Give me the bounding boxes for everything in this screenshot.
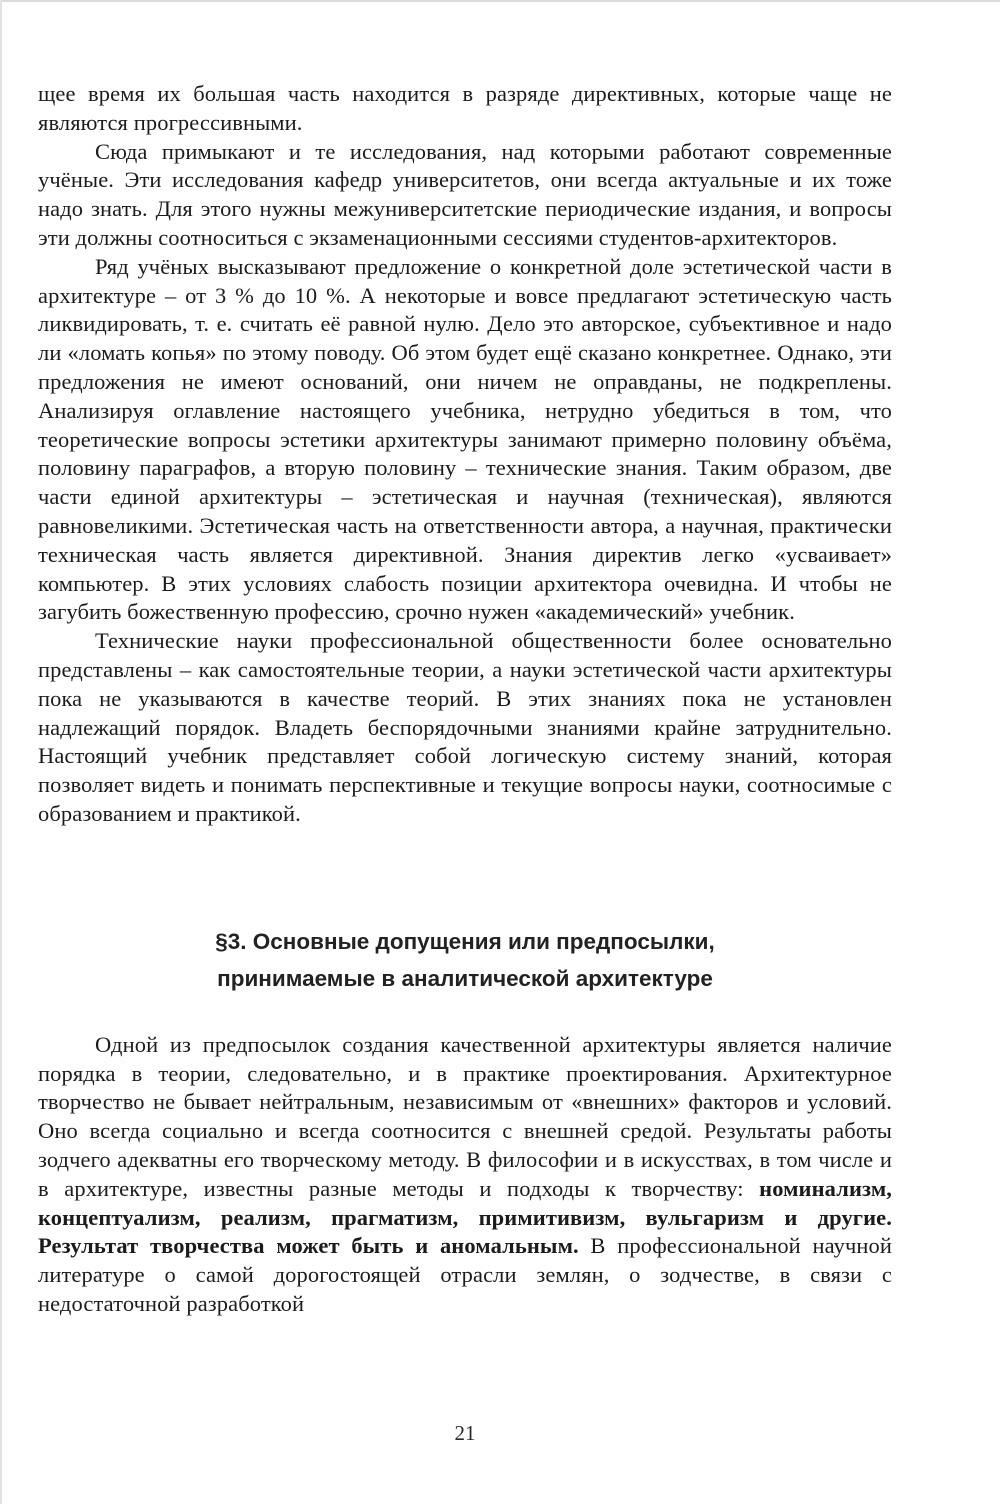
body-text-bottom <box>38 1031 892 1319</box>
paragraph <box>38 253 892 627</box>
text-segment: щее время их большая часть находится в разряде директивных, которые чаще не являются прогрессивными. <box>38 81 892 135</box>
paragraph <box>38 80 892 138</box>
text-segment: Технические науки профессиональной общественности более основательно представлены – как самостоятельные теории, а науки эстетической части архитектуры пока не указываются в качестве теорий. В этих знаниях пока не установлен надлежащий порядок. Владеть беспорядочными знаниями крайне затруднительно. Настоящий учебник представляет собой логическую систему знаний, которая позволяет видеть и понимать перспективные и текущие вопросы науки, соотносимые с образованием и практикой. <box>38 628 892 826</box>
text-segment: В профессиональной научной литературе о самой дорогостоящей отрасли землян, о зодчестве, в связи с недостаточной разработкой <box>38 1233 893 1316</box>
paragraph <box>38 1031 892 1319</box>
section-heading-line2: принимаемые в аналитической архитектуре <box>217 965 713 991</box>
body-text-top <box>38 80 892 829</box>
text-segment: Ряд учёных высказывают предложение о конкретной доле эстетической части в архитектуре – от 3 % до 10 %. А некоторые и вовсе предлагают эстетическую часть ликвидировать, т. е. считать её равной нулю. Дело это авторское, субъективное и надо ли «ломать копья» по этому поводу. Об этом будет ещё сказано конкретнее. Однако, эти предложения не имеют оснований, они ничем не оправданы, не подкреплены. Анализируя оглавление настоящего учебника, нетрудно убедиться в том, что теоретические вопросы эстетики архитектуры занимают примерно половину объёма, половину параграфов, а вторую половину – технические знания. Таким образом, две части единой архитектуры – эстетическая и научная (техническая), являются равновеликими. Эстетическая часть на ответственности автора, а научная, практически техническая часть является директивной. Знания директив легко «усваивает» компьютер. В этих условиях слабость позиции архитектора очевидна. И чтобы не загубить божественную профессию, срочно нужен «академический» учебник. <box>38 253 892 625</box>
section-heading-line1: §3. Основные допущения или предпосылки, <box>215 928 715 954</box>
section-heading <box>38 923 892 997</box>
page-number: 21 <box>454 1421 476 1445</box>
text-segment: Одной из предпосылок создания качественной архитектуры является наличие порядка в теории, следовательно, и в практике проектирования. Архитектурное творчество не бывает нейтральным, независимым от «внешних» факторов и условий. Оно всегда социально и всегда соотносится с внешней средой. Результаты работы зодчего адекватны его творческому методу. В философии и в искусствах, в том числе и в архитектуре, известны разные методы и подходы к творчеству: <box>38 1031 892 1201</box>
bold-text-segment: номинализм, концептуализм, реализм, прагматизм, примитивизм, вульгаризм и другие. Результат творчества может быть и аномальным. <box>38 1175 892 1259</box>
text-segment: Сюда примыкают и те исследования, над которыми работают современные учёные. Эти исследования кафедр университетов, они всегда актуальные и их тоже надо знать. Для этого нужны межуниверситетские периодические издания, и вопросы эти должны соотноситься с экзаменационными сессиями студентов-архитекторов. <box>38 138 892 250</box>
paragraph <box>38 138 892 253</box>
paragraph <box>38 627 892 829</box>
